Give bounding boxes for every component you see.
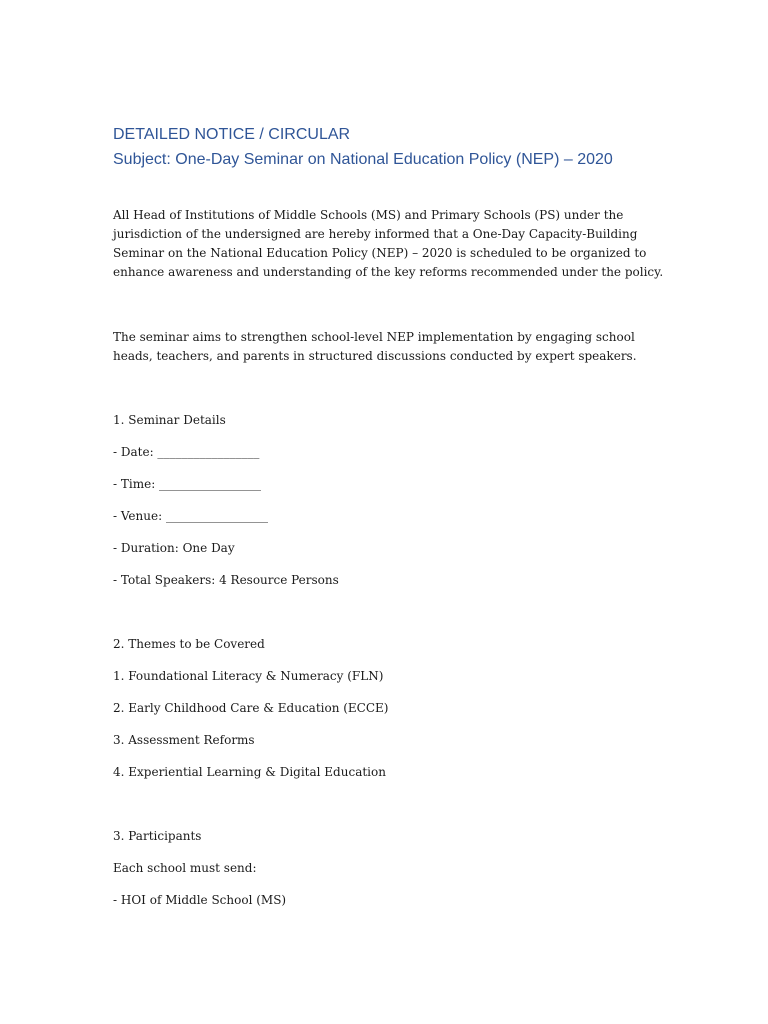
themes-heading: 2. Themes to be Covered (113, 637, 265, 651)
notice-title: DETAILED NOTICE / CIRCULAR (113, 126, 351, 143)
aim-paragraph: The seminar aims to strengthen school-level NEP implementation by engaging school heads, teachers, and parents in structured discussions conducted by expert speakers. (113, 330, 637, 363)
theme-item: 1. Foundational Literacy & Numeracy (FLN) (113, 669, 384, 683)
theme-item: 2. Early Childhood Care & Education (ECCE) (113, 701, 389, 715)
seminar-details-heading: 1. Seminar Details (113, 413, 226, 427)
theme-item: 3. Assessment Reforms (113, 733, 255, 747)
seminar-detail-date: - Date: _________________ (113, 445, 260, 459)
seminar-detail-speakers: - Total Speakers: 4 Resource Persons (113, 573, 339, 587)
participants-intro: Each school must send: (113, 861, 257, 875)
participants-heading: 3. Participants (113, 829, 202, 843)
seminar-detail-venue: - Venue: _________________ (113, 509, 268, 523)
seminar-detail-time: - Time: _________________ (113, 477, 262, 491)
seminar-detail-duration: - Duration: One Day (113, 541, 235, 555)
theme-item: 4. Experiential Learning & Digital Education (113, 765, 386, 779)
notice-subject: Subject: One-Day Seminar on National Education Policy (NEP) – 2020 (113, 151, 613, 168)
intro-paragraph: All Head of Institutions of Middle Schools (MS) and Primary Schools (PS) under the jurisdiction of the undersigned are hereby informed that a One-Day Capacity-Building Seminar on the National Education Policy (NEP) – 2020 is scheduled to be organized to enhance awareness and understanding of the key reforms recommended under the policy. (113, 208, 664, 279)
participant-item: - HOI of Middle School (MS) (113, 893, 287, 907)
